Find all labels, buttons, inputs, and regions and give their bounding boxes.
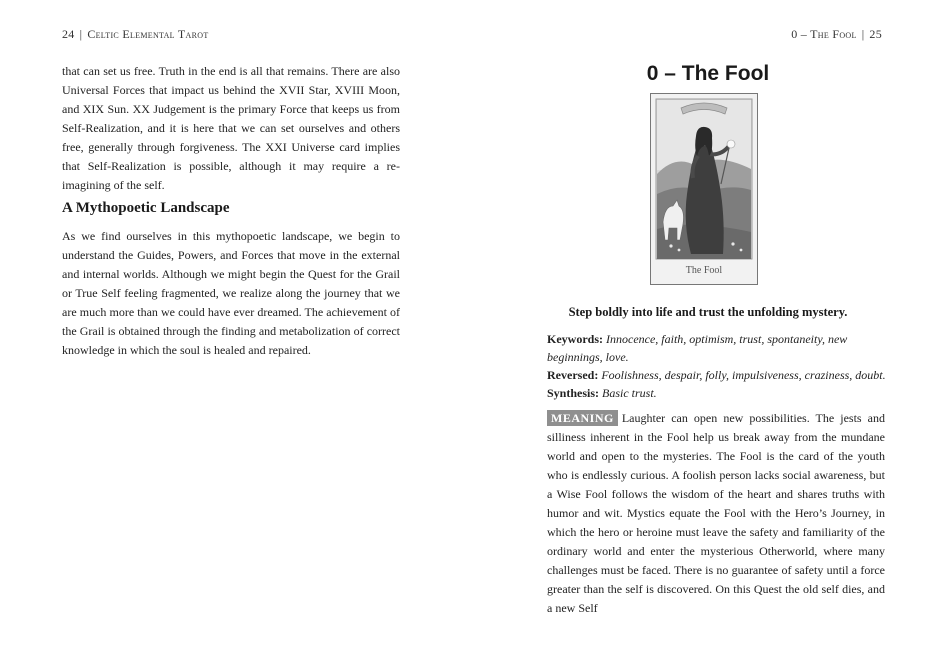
reversed-value: Foolishness, despair, folly, impulsiveness, craziness, doubt. xyxy=(601,368,886,382)
left-paragraph-1: that can set us free. Truth in the end is all that remains. There are also Universal Forces that impact us behind the XVII Star, XVIII Moon, and XIX Sun. XX Judgement is the primary Force that keeps us from Self-Realization, and it is here that we can set ourselves and others free, generally through forgiveness. The XXI Universe card implies that Self-Realization is possible, although it may require a re-imagining of the self. xyxy=(62,64,400,192)
tagline: Step boldly into life and trust the unfolding mystery. xyxy=(568,305,848,319)
right-running-head: 0 – The Fool | 25 xyxy=(791,27,882,41)
keywords-label: Keywords: xyxy=(547,332,603,346)
left-running-title: Celtic Elemental Tarot xyxy=(87,27,209,41)
fool-card-illustration xyxy=(651,94,757,284)
fool-card-image xyxy=(650,93,758,285)
meaning-paragraph xyxy=(547,409,885,618)
reversed-line xyxy=(547,366,887,384)
card-caption: The Fool xyxy=(685,265,723,276)
meaning-badge: MEANING xyxy=(547,410,618,426)
right-running-title: 0 – The Fool xyxy=(791,27,857,41)
synthesis-value: Basic trust. xyxy=(602,386,657,400)
keywords-line xyxy=(547,330,887,366)
left-paragraph-2: As we find ourselves in this mythopoetic landscape, we begin to understand the Guides, Powers, and Forces that move in the external and internal worlds. Although we might begin the Quest for the Grail or True Self feeling fragmented, we realize along the journey that we are much more than we could have ever dreamed. The achievement of the Grail is obtained through the finding and metabolization of correct knowledge in which the soul is healed and repaired. xyxy=(62,229,400,357)
meaning-text: Laughter can open new possibilities. The jests and silliness inherent in the Fool help us break away from the mundane world and open to the mysteries. The Fool is the card of the youth who is endlessly curious. A foolish person lacks social awareness, but a Wise Fool follows the wisdom of the heart and shares truths with humor and wit. Mystics equate the Fool with the Hero’s Journey, in which the hero or heroine must leave the safety and familiarity of the ordinary world and enter the mysterious Otherworld, where many challenges must be faced. There is no guarantee of safety until a force greater than the self is discovered. On this Quest the old self dies, and a new Self xyxy=(547,411,885,615)
keywords-value: Innocence, faith, optimism, trust, spontaneity, new beginnings, love. xyxy=(547,332,848,364)
keywords-block xyxy=(547,330,887,402)
synthesis-label: Synthesis: xyxy=(547,386,600,400)
section-heading: A Mythopoetic Landscape xyxy=(62,200,230,216)
right-page xyxy=(472,0,944,650)
card-title: 0 – The Fool xyxy=(646,62,770,85)
synthesis-line xyxy=(547,384,887,402)
left-running-head: 24 | Celtic Elemental Tarot xyxy=(62,27,209,41)
right-page-number: 25 xyxy=(869,27,882,41)
left-page-number: 24 xyxy=(62,27,75,41)
reversed-label: Reversed: xyxy=(547,368,599,382)
